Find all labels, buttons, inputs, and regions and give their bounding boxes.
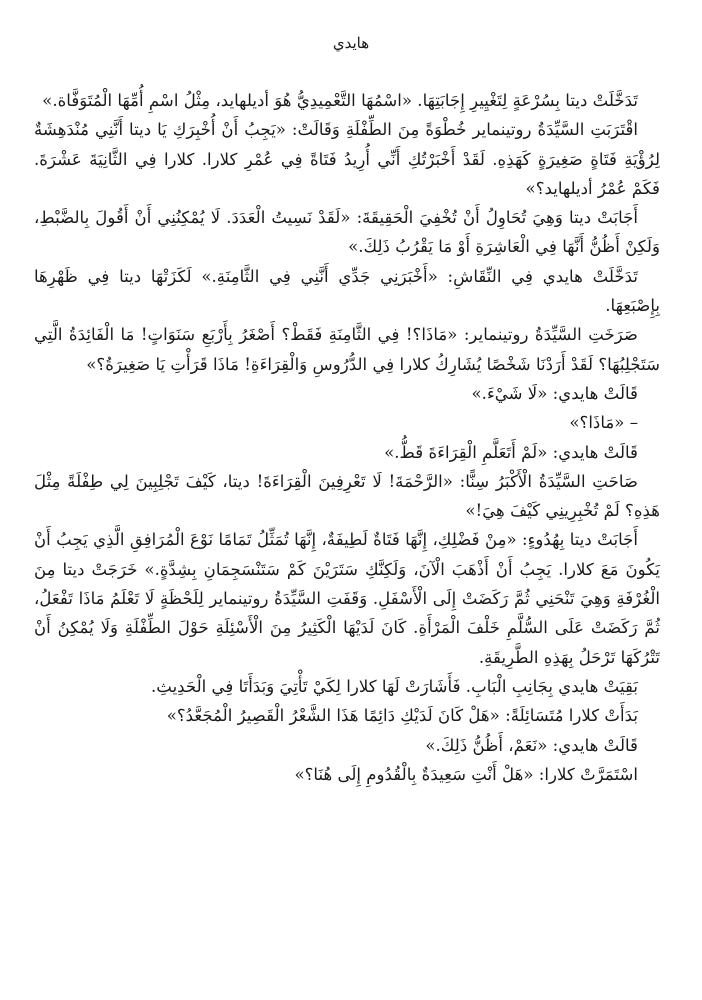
paragraph: أَجَابَتْ ديتا بِهُدُوءٍ: «مِنْ فَضْلِكِ، إِنَّهَا فَتَاةٌ لَطِيفَةٌ، إِنَّهَا تُمَثِّلُ تَمَامًا نَوْعَ الْمُرَافِقِ الَّذِي يَجِبُ أَنْ يَكُونَ مَعَ كلارا. يَجِبُ أَنْ أَذْهَبَ الْآنَ، وَلَكِنَّكِ سَتَرَيْنَ كَمْ سَتَنْسَجِمَانِ بِشِدَّةٍ.» خَرَجَتْ ديتا مِنَ الْغُرْفَةِ وَهِيَ تَنْحَنِي ثُمَّ رَكَضَتْ إِلَى الْأَسْفَلِ. وَقَفَتِ السَّيِّدَةُ روتينماير لِلَحْظَةٍ لَا تَعْلَمُ مَاذَا تَفْعَلُ، ثُمَّ رَكَضَتْ عَلَى السُّلَّمِ خَلْفَ الْمَرْأَةِ. كَانَ لَدَيْهَا الْكَثِيرُ مِنَ الْأَسْئِلَةِ حَوْلَ الطِّفْلَةِ وَلَا يُمْكِنُ أَنْ تَتْرُكَهَا تَرْحَلُ بِهَذِهِ الطَّرِيقَةِ.	[34, 530, 660, 667]
paragraph: تَدَخَّلَتْ هايدي فِي النِّقَاشِ: «أَخْبَرَنِي جَدِّي أَنَّنِي فِي الثَّامِنَةِ.» لَكَزَتْهَا ديتا فِي ظَهْرِهَا بِإِصْبَعِهَا.	[34, 266, 660, 316]
paragraph: بَدَأَتْ كلارا مُتَسَائِلَةً: «هَلْ كَانَ لَدَيْكِ دَائِمًا هَذَا الشَّعْرُ الْقَصِيرُ الْمُجَعَّدُ؟»	[166, 706, 638, 726]
paragraph: اسْتَمَرَّتْ كلارا: «هَلْ أَنْتِ سَعِيدَةٌ بِالْقُدُومِ إِلَى هُنَا؟»	[294, 764, 638, 784]
paragraph: – «مَاذَا؟»	[569, 413, 638, 433]
paragraph: قَالَتْ هايدي: «نَعَمْ، أَظُنُّ ذَلِكَ.»	[425, 735, 638, 755]
running-header: هايدي	[332, 34, 370, 52]
paragraph: قَالَتْ هايدي: «لَا شَيْءَ.»	[471, 383, 638, 403]
paragraph: قَالَتْ هايدي: «لَمْ أَتَعَلَّمِ الْقِرَاءَةَ قَطُّ.»	[384, 442, 638, 462]
paragraph: صَاحَتِ السَّيِّدَةُ الْأَكْبَرُ سِنًّا: «الرَّحْمَةَ! لَا تَعْرِفِينَ الْقِرَاءَةَ! ديتا، كَيْفَ تَجْلِبِينَ لِي طِفْلَةً مِثْلَ هَذِهِ؟ لَمْ تُخْبِرِينِي كَيْفَ هِيَ!»	[34, 471, 660, 521]
paragraph: بَقِيَتْ هايدي بِجَانِبِ الْبَابِ. فَأَشَارَتْ لَهَا كلارا لِكَيْ تَأْتِيَ وَبَدَأَتَا فِي الْحَدِيثِ.	[151, 676, 638, 696]
paragraph: أَجَابَتْ ديتا وَهِيَ تُحَاوِلُ أَنْ تُخْفِيَ الْحَقِيقَةَ: «لَقَدْ نَسِيتُ الْعَدَدَ. لَا يُمْكِنُنِي أَنْ أَقُولَ بِالضَّبْطِ، وَلَكِنْ أَظُنُّ أَنَّهَا فِي الْعَاشِرَةِ أَوْ مَا يَقْرُبُ ذَلِكَ.»	[34, 208, 660, 257]
paragraph: اقْتَرَبَتِ السَّيِّدَةُ روتينماير خُطْوَةً مِنَ الطِّفْلَةِ وَقَالَتْ: «يَجِبُ أَنْ أُخْبِرَكِ يَا ديتا أَنَّنِي مُنْدَهِشَةٌ لِرُؤْيَةِ فَتَاةٍ صَغِيرَةٍ كَهَذِهِ. لَقَدْ أَخْبَرْتُكِ أَنِّي أُرِيدُ فَتَاةً فِي عُمْرِ كلارا. كلارا فِي الثَّانِيَةَ عَشْرَةَ. فَكَمْ عُمْرُ أديلهايد؟»	[34, 120, 660, 198]
paragraph: صَرَخَتِ السَّيِّدَةُ روتينماير: «مَاذَا؟! فِي الثَّامِنَةِ فَقَطْ؟ أَصْغَرُ بِأَرْبَعِ سَنَوَاتٍ! مَا الْفَائِدَةُ الَّتِي سَتَجْلِبُهَا؟ لَقَدْ أَرَدْنَا شَخْصًا يُشَارِكُ كلارا فِي الدُّرُوسِ وَالْقِرَاءَةِ! مَاذَا قَرَأْتِ يَا صَغِيرَةُ؟»	[34, 325, 660, 374]
body-text	[34, 86, 660, 789]
paragraph: تَدَخَّلَتْ ديتا بِسُرْعَةٍ لِتَغْيِيرِ إِجَابَتِهَا. «اسْمُهَا التَّعْمِيدِيُّ هُوَ أديلهايد، مِثْلُ اسْمِ أُمِّهَا الْمُتَوَفَّاة.»	[42, 91, 638, 110]
